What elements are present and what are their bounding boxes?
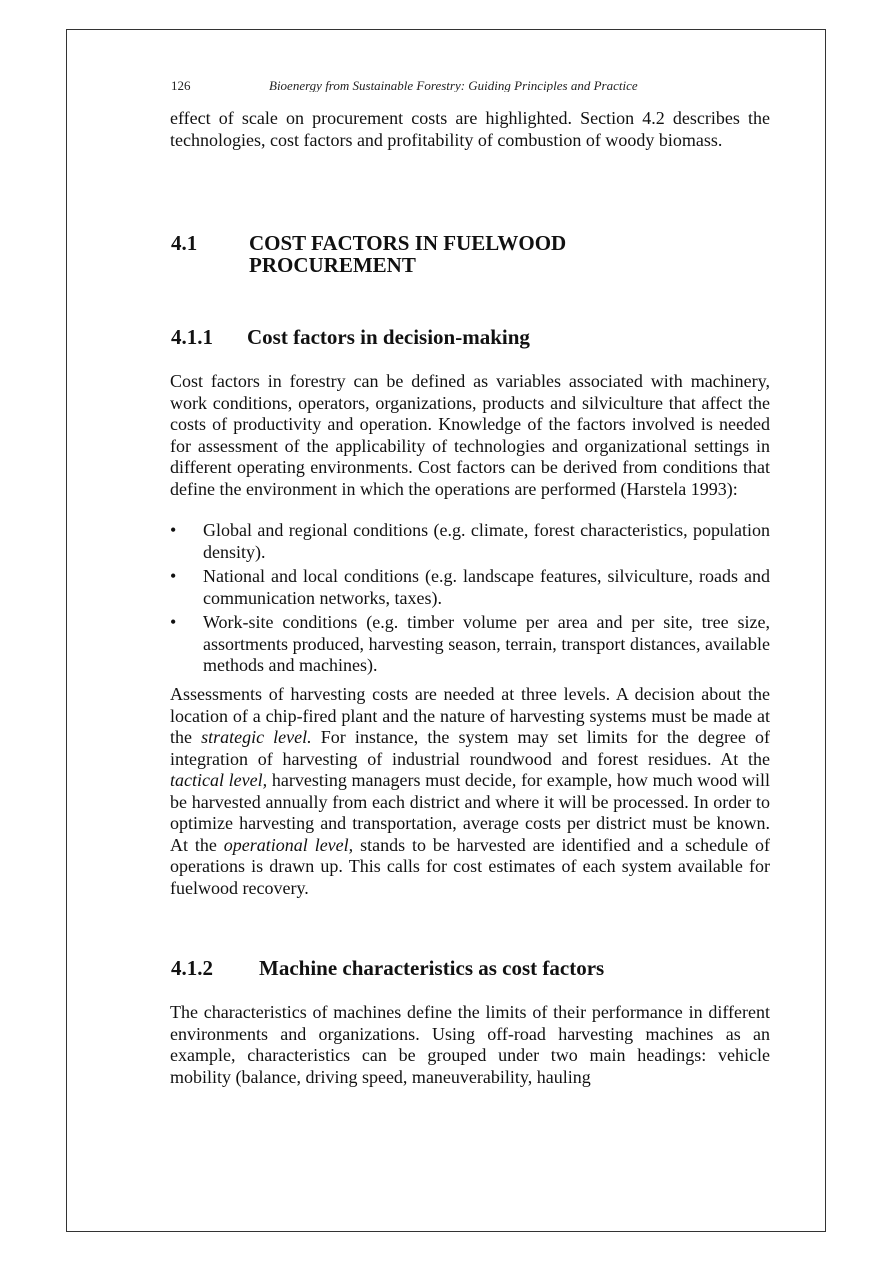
cost-factors-paragraph: Cost factors in forestry can be defined as variables associated with machinery, work conditions, operators, organizations, products and silviculture that affect the costs of productivity and operation. Knowledge of the factors involved is needed for assessment of the applicability of technologies and organizational settings in different operating environments. Cost factors can be derived from conditions that define the environment in which the operations are performed (Harstela 1993): bbox=[170, 371, 770, 499]
book-title: Bioenergy from Sustainable Forestry: Guiding Principles and Practice bbox=[269, 78, 638, 92]
running-header bbox=[171, 78, 771, 92]
conditions-list bbox=[170, 520, 770, 680]
subsection-title: Cost factors in decision-making bbox=[247, 325, 530, 349]
list-item: • Global and regional conditions (e.g. climate, forest characteristics, population density). bbox=[170, 520, 770, 562]
list-item: • Work-site conditions (e.g. timber volume per area and per site, tree size, assortments produced, harvesting season, terrain, transport distances, available methods and machines). bbox=[170, 612, 770, 675]
intro-paragraph: effect of scale on procurement costs are highlighted. Section 4.2 describes the technologies, cost factors and profitability of combustion of woody biomass. bbox=[170, 108, 770, 150]
page-number: 126 bbox=[171, 78, 191, 92]
section-title-line2: PROCUREMENT bbox=[249, 253, 416, 277]
subsection-title: Machine characteristics as cost factors bbox=[259, 956, 605, 980]
assessment-levels-paragraph: Assessments of harvesting costs are needed at three levels. A decision about the location of a chip-fired plant and the nature of harvesting systems must be made at the strategic level. For instance, the system may set limits for the degree of integration of harvesting of industrial roundwood and forest residues. At the tactical level, harvesting managers must decide, for example, how much wood will be harvested annually from each district and where it will be processed. In order to optimize harvesting and transportation, average costs per district must be known. At the operational level, stands to be harvested are identified and a schedule of operations is drawn up. This calls for cost estimates of each system available for fuelwood recovery. bbox=[170, 684, 771, 898]
tactical-level-term: tactical level, bbox=[170, 770, 268, 790]
list-item: • National and local conditions (e.g. landscape features, silviculture, roads and communication networks, taxes). bbox=[170, 566, 770, 608]
operational-level-term: operational level, bbox=[223, 834, 354, 855]
subsection-number: 4.1.2 bbox=[171, 956, 213, 980]
section-heading-4-1-2 bbox=[171, 956, 771, 980]
section-title-line1: COST FACTORS IN FUELWOOD bbox=[249, 231, 567, 255]
section-heading-4-1-1 bbox=[171, 325, 771, 349]
section-heading-4-1 bbox=[171, 232, 771, 276]
subsection-number: 4.1.1 bbox=[171, 325, 213, 349]
section-number: 4.1 bbox=[171, 231, 198, 255]
strategic-level-term: strategic level. bbox=[201, 727, 312, 747]
machine-characteristics-paragraph: The characteristics of machines define the limits of their performance in different environments and organizations. Using off-road harvesting machines as an example, characteristics can be grouped under two main headings: vehicle mobility (balance, driving speed, maneuverability, hauling bbox=[170, 1002, 770, 1087]
